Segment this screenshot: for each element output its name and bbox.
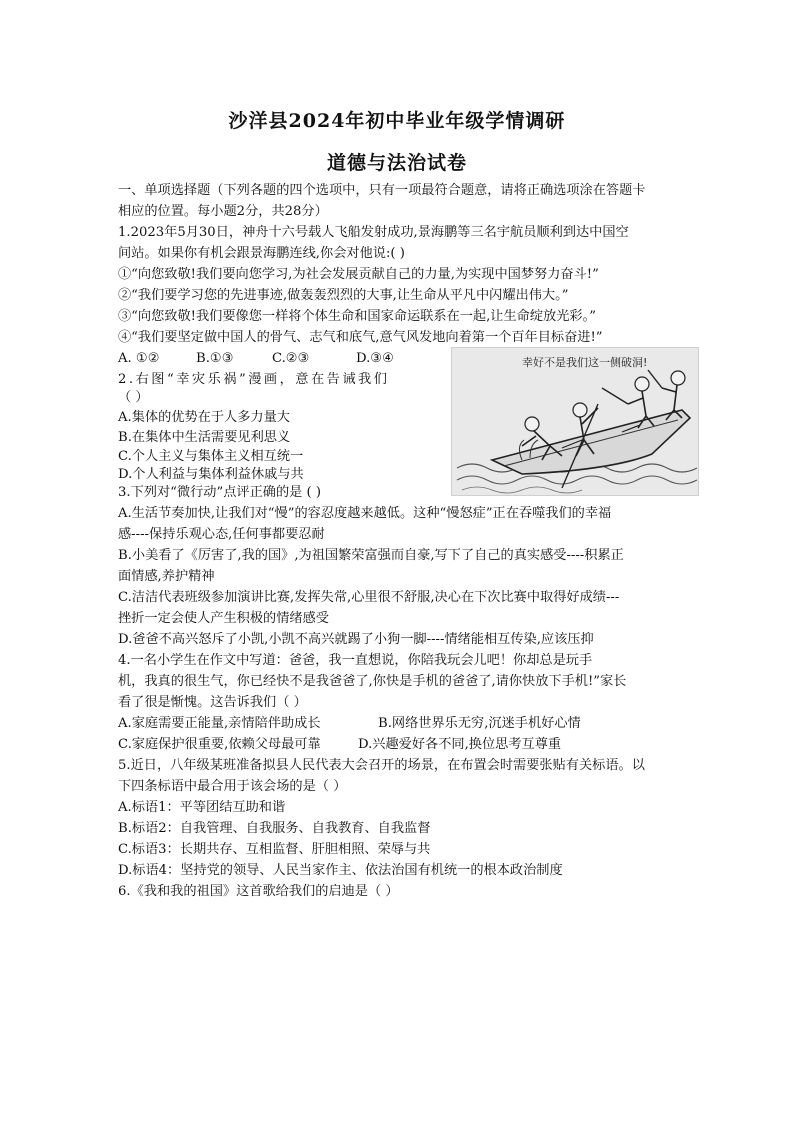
boat-cartoon-image: [451, 347, 699, 496]
q3-option-c-line2: 挫折一定会使人产生积极的情绪感受: [118, 611, 329, 626]
q4-options-row1: [118, 713, 678, 734]
q3-option-b-line1: B.小美看了《厉害了,我的国》,为祖国繁荣富强而自豪,写下了自己的真实感受----积累正: [118, 548, 624, 563]
q2-option-d: D.个人利益与集体利益休戚与共: [118, 467, 304, 482]
q1-item2: ②“我们要学习您的先进事迹,做轰轰烈烈的大事,让生命从平凡中闪耀出伟大。”: [118, 288, 569, 303]
q1-item1: ①“向您致敬!我们要向您学习,为社会发展贡献自己的力量,为实现中国梦努力奋斗!”: [118, 267, 599, 282]
q4-option-b: B.网络世界乐无穷,沉迷手机好心情: [378, 716, 581, 731]
q4-stem-line1: 4.一名小学生在作文中写道：爸爸，我一直想说，你陪我玩会儿吧！你却总是玩手: [118, 653, 593, 668]
section-heading-line2: 相应的位置。每小题2分，共28分）: [118, 204, 328, 219]
q2-option-b: B.在集体中生活需要见利思义: [118, 430, 291, 445]
q1-item4: ④“我们要坚定做中国人的骨气、志气和底气,意气风发地向着第一个百年目标奋进!”: [118, 330, 603, 345]
q4-options-row2: [118, 734, 678, 755]
section-heading-line1: 一、单项选择题（下列各题的四个选项中，只有一项最符合题意，请将正确选项涂在答题卡: [118, 183, 646, 198]
q5-option-a: A.标语1：平等团结互助和谐: [118, 800, 286, 815]
page-subtitle: 道德与法治试卷: [326, 152, 467, 174]
q4-option-d: D.兴趣爱好各不同,换位思考互尊重: [358, 737, 562, 752]
q2-stem-line2: （ ）: [118, 390, 149, 405]
q2-option-a: A.集体的优势在于人多力量大: [118, 410, 290, 425]
cartoon-caption: 幸好不是我们这一侧破洞!: [522, 356, 648, 369]
q2-stem-line1: 2.右图“幸灾乐祸”漫画，意在告诫我们: [118, 372, 390, 387]
boat-cartoon-drawing: [452, 348, 698, 495]
q4-stem-line2: 机，我真的很生气，你已经快不是我爸爸了,你快是手机的爸爸了,请你快放下手机!”家长: [118, 674, 627, 689]
q1-stem-line2: 间站。如果你有机会跟景海鹏连线,你会对他说:( ): [118, 246, 405, 261]
q3-option-d: D.爸爸不高兴怒斥了小凯,小凯不高兴就踢了小狗一脚----情绪能相互传染,应该压抑: [118, 632, 594, 647]
page-title: 沙洋县2024年初中毕业年级学情调研: [228, 110, 566, 132]
q4-option-a: A.家庭需要正能量,亲情陪伴助成长: [118, 716, 321, 731]
q4-stem-line3: 看了很是惭愧。这告诉我们（ ）: [118, 695, 307, 710]
q5-stem-line2: 下四条标语中最合用于该会场的是（ ）: [118, 779, 347, 794]
q5-stem-line1: 5.近日，八年级某班准备拟县人民代表大会召开的场景，在布置会时需要张贴有关标语。以: [118, 758, 645, 773]
q3-stem: 3.下列对“微行动”点评正确的是 ( ): [118, 485, 321, 500]
q1-item3: ③“向您致敬!我们要像您一样将个体生命和国家命运联系在一起,让生命绽放光彩。”: [118, 309, 596, 324]
q1-option-d: D.③④: [356, 351, 394, 366]
q5-option-d: D.标语4：坚持党的领导、人民当家作主、依法治国有机统一的根本政治制度: [118, 863, 563, 878]
q2-option-c: C.个人主义与集体主义相互统一: [118, 449, 304, 464]
q1-option-b: B.①③: [196, 351, 234, 366]
q3-option-b-line2: 面情感,养护精神: [118, 569, 215, 584]
q4-option-c: C.家庭保护很重要,依赖父母最可靠: [118, 737, 321, 752]
q1-option-a: A. ①②: [118, 351, 160, 366]
q5-option-b: B.标语2：自我管理、自我服务、自我教育、自我监督: [118, 821, 431, 836]
q6-stem: 6.《我和我的祖国》这首歌给我们的启迪是（ ）: [118, 884, 399, 899]
q3-option-a-line1: A.生活节奏加快,让我们对“慢”的容忍度越来越低。这种“慢怒症”正在吞噬我们的幸福: [118, 506, 612, 521]
q3-option-a-line2: 感----保持乐观心态,任何事都要忍耐: [118, 527, 325, 542]
q1-stem-line1: 1.2023年5月30日，神舟十六号载人飞船发射成功,景海鹏等三名宇航员顺利到达中国空: [118, 225, 629, 240]
q3-option-c-line1: C.洁洁代表班级参加演讲比赛,发挥失常,心里很不舒服,决心在下次比赛中取得好成绩---: [118, 590, 620, 605]
q1-option-c: C.②③: [272, 351, 310, 366]
q5-option-c: C.标语3：长期共存、互相监督、肝胆相照、荣辱与共: [118, 842, 431, 857]
